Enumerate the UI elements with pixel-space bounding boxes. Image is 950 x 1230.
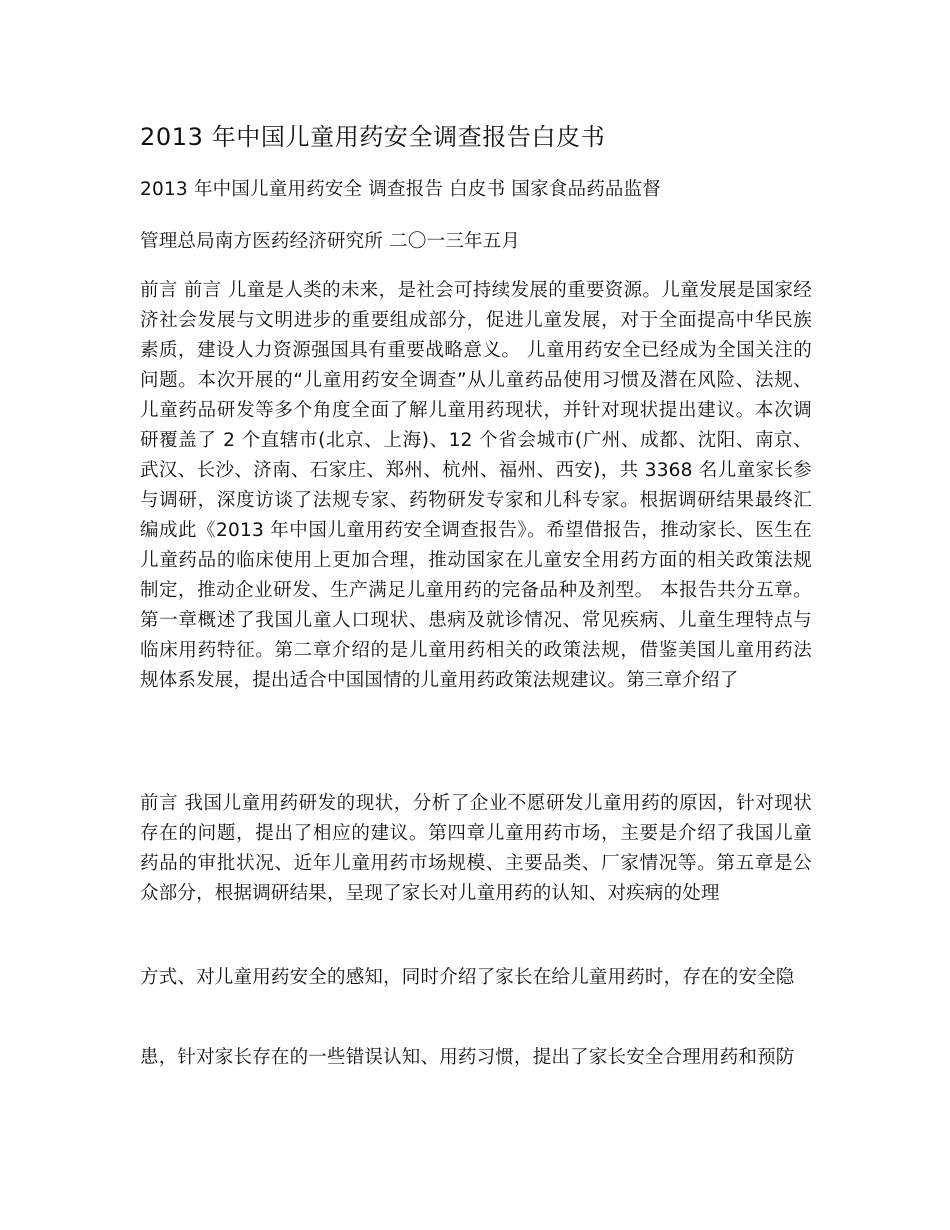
document-title: 2013 年中国儿童用药安全调查报告白皮书 xyxy=(140,123,606,151)
paragraph-preface-continued: 前言 我国儿童用药研发的现状，分析了企业不愿研发儿童用药的原因，针对现状存在的问题，提出了相应的建议。第四章儿童用药市场，主要是介绍了我国儿童药品的审批状况、近年儿童用药市场规模、主要品类、厂家情况等。第五章是公众部分，根据调研结果，呈现了家长对儿童用药的认知、对疾病的处理 xyxy=(140,793,812,904)
subtitle-line-2: 管理总局南方医药经济研究所 二〇一三年五月 xyxy=(140,231,521,252)
subtitle-line-1: 2013 年中国儿童用药安全 调查报告 白皮书 国家食品药品监督 xyxy=(140,179,662,200)
paragraph-preface: 前言 前言 儿童是人类的未来，是社会可持续发展的重要资源。儿童发展是国家经济社会发展与文明进步的重要组成部分，促进儿童发展，对于全面提高中华民族素质，建设人力资源强国具有重要战略意义。 儿童用药安全已经成为全国关注的问题。本次开展的“儿童用药安全调查”从儿童药品使用习惯及潜在风险、法规、儿童药品研发等多个角度全面了解儿童用药现状，并针对现状提出建议。本次调研覆盖了 2 个直辖市(北京、上海)、12 个省会城市(广州、成都、沈阳、南京、武汉、长沙、济南、石家庄、郑州、杭州、福州、西安)，共 3368 名儿童家长参与调研，深度访谈了法规专家、药物研发专家和儿科专家。根据调研结果最终汇编成此《2013 年中国儿童用药安全调查报告》。希望借报告，推动家长、医生在儿童药品的临床使用上更加合理，推动国家在儿童安全用药方面的相关政策法规制定，推动企业研发、生产满足儿童用药的完备品种及剂型。 本报告共分五章。第一章概述了我国儿童人口现状、患病及就诊情况、常见疾病、儿童生理特点与临床用药特征。第二章介绍的是儿童用药相关的政策法规，借鉴美国儿童用药法规体系发展，提出适合中国国情的儿童用药政策法规建议。第三章介绍了 xyxy=(140,280,812,691)
paragraph-fragment-1: 方式、对儿童用药安全的感知，同时介绍了家长在给儿童用药时，存在的安全隐 xyxy=(140,967,795,988)
paragraph-fragment-2: 患，针对家长存在的一些错误认知、用药习惯，提出了家长安全合理用药和预防 xyxy=(140,1047,795,1068)
